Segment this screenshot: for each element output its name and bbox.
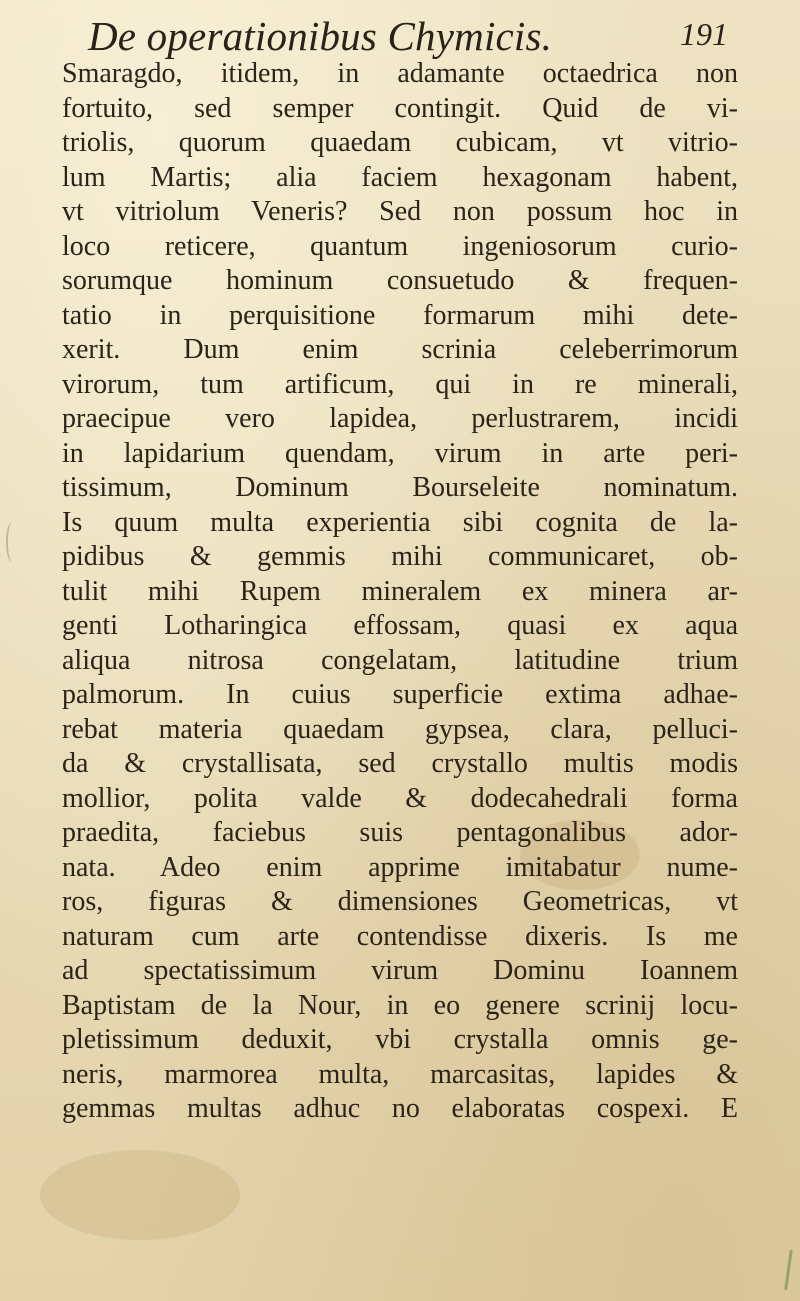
- text-line: neris, marmorea multa, marcasitas, lapides &: [62, 1058, 738, 1090]
- corner-mark: [770, 1248, 792, 1290]
- text-line: lum Martis; alia faciem hexagonam habent,: [62, 161, 738, 193]
- text-line: praedita, faciebus suis pentagonalibus ador-: [62, 817, 738, 848]
- text-line: mollior, polita valde & dodecahedrali forma: [62, 782, 738, 814]
- text-line: gemmas multas adhuc no elaboratas cospexi. E: [62, 1093, 738, 1124]
- text-line: virorum, tum artificum, qui in re minerali,: [62, 368, 738, 400]
- text-line: genti Lotharingica effossam, quasi ex aqua: [62, 610, 738, 641]
- paper-stain: [40, 1150, 240, 1240]
- text-line: Is quum multa experientia sibi cognita de la-: [62, 506, 738, 538]
- text-line: palmorum. In cuius superficie extima adhae-: [62, 679, 738, 710]
- page-number: 191: [680, 16, 728, 52]
- margin-pencil-mark: [6, 522, 18, 562]
- text-line: Smaragdo, itidem, in adamante octaedrica non: [62, 58, 738, 89]
- text-line: ros, figuras & dimensiones Geometricas, vt: [62, 886, 738, 917]
- text-line: triolis, quorum quaedam cubicam, vt vitrio-: [62, 127, 738, 158]
- text-line: tissimum, Dominum Bourseleite nominatum.: [62, 472, 738, 503]
- text-line: rebat materia quaedam gypsea, clara, pelluci-: [62, 713, 738, 745]
- text-line: loco reticere, quantum ingeniosorum curio-: [62, 230, 738, 262]
- text-line: da & crystallisata, sed crystallo multis modis: [62, 748, 738, 779]
- running-title: De operationibus Chymicis.: [88, 13, 553, 59]
- text-line: tatio in perquisitione formarum mihi dete-: [62, 299, 738, 331]
- text-line: sorumque hominum consuetudo & frequen-: [62, 265, 738, 296]
- text-line: aliqua nitrosa congelatam, latitudine trium: [62, 644, 738, 676]
- text-line: nata. Adeo enim apprime imitabatur nume-: [62, 851, 738, 883]
- body-text: [62, 57, 738, 1127]
- text-line: Baptistam de la Nour, in eo genere scrinij locu-: [62, 989, 738, 1021]
- text-line: vt vitriolum Veneris? Sed non possum hoc in: [62, 196, 738, 227]
- text-line: ad spectatissimum virum Dominu Ioannem: [62, 955, 738, 986]
- text-line: praecipue vero lapidea, perlustrarem, incidi: [62, 403, 738, 434]
- text-line: xerit. Dum enim scrinia celeberrimorum: [62, 334, 738, 365]
- text-line: fortuito, sed semper contingit. Quid de vi-: [62, 92, 738, 124]
- text-line: pidibus & gemmis mihi communicaret, ob-: [62, 541, 738, 572]
- text-line: in lapidarium quendam, virum in arte peri-: [62, 437, 738, 469]
- text-line: tulit mihi Rupem mineralem ex minera ar-: [62, 575, 738, 607]
- text-line: naturam cum arte contendisse dixeris. Is me: [62, 920, 738, 952]
- text-line: pletissimum deduxit, vbi crystalla omnis ge-: [62, 1024, 738, 1055]
